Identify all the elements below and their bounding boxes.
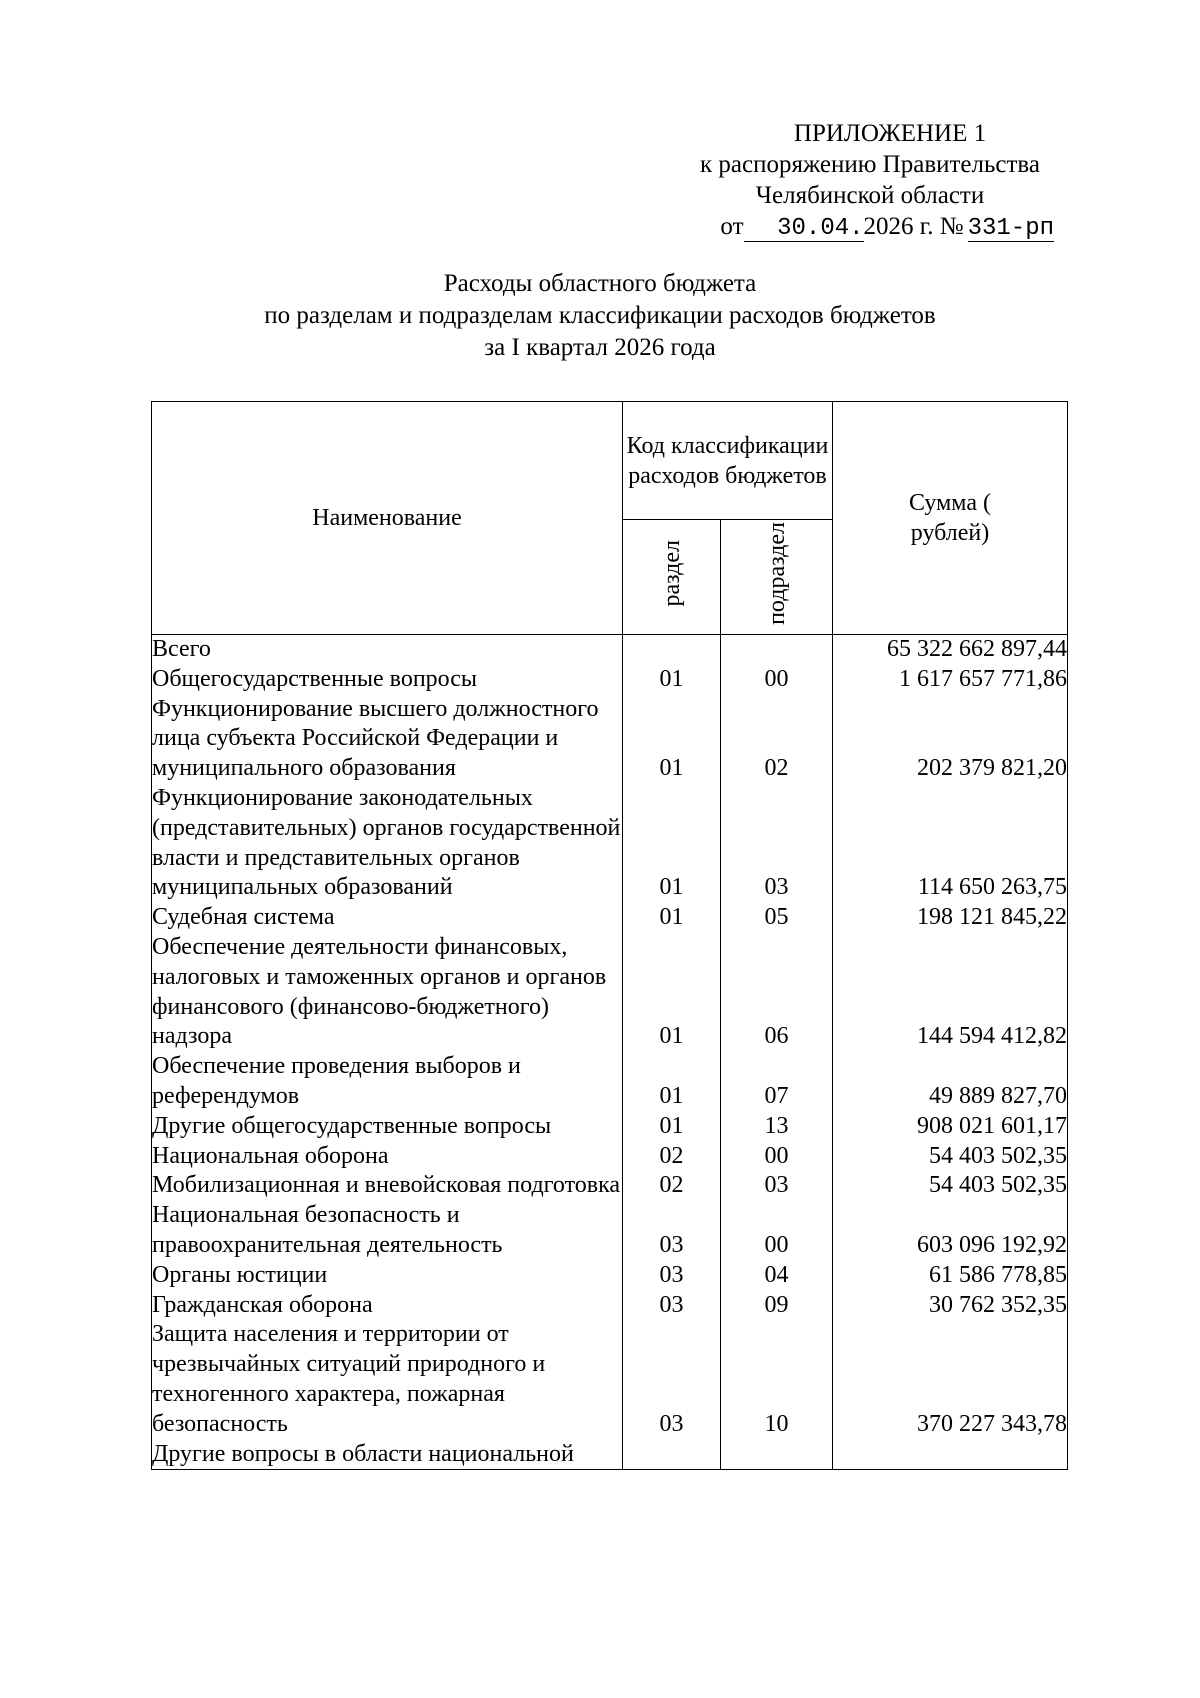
row-podrazdel: 05: [721, 903, 833, 933]
row-sum: 49 889 827,70: [833, 1052, 1068, 1112]
header-razdel: [623, 520, 721, 635]
annex-line-region: Челябинской области: [755, 182, 985, 209]
row-sum: 54 403 502,35: [833, 1142, 1068, 1172]
row-sum: 1 617 657 771,86: [833, 665, 1068, 695]
row-sum: 908 021 601,17: [833, 1112, 1068, 1142]
row-podrazdel: 07: [721, 1052, 833, 1112]
row-podrazdel: 00: [721, 1201, 833, 1261]
title-line-2: по разделам и подразделам классификации расходов бюджетов: [264, 302, 936, 329]
row-razdel: [623, 635, 721, 665]
row-podrazdel: 10: [721, 1320, 833, 1439]
row-podrazdel: 03: [721, 1171, 833, 1201]
row-name: Национальная оборона: [152, 1142, 623, 1172]
table-row: [152, 1291, 1068, 1321]
row-name: Органы юстиции: [152, 1261, 623, 1291]
table-row: [152, 784, 1068, 903]
annex-title: ПРИЛОЖЕНИЕ 1: [793, 120, 987, 147]
header-name: Наименование: [152, 402, 623, 635]
document-title: [0, 268, 1200, 364]
header-code: Код классификации расходов бюджетов: [623, 402, 833, 520]
row-razdel: 01: [623, 784, 721, 903]
row-sum: 54 403 502,35: [833, 1171, 1068, 1201]
row-name: Национальная безопасность и правоохранительная деятельность: [152, 1201, 623, 1261]
table-row: [152, 1261, 1068, 1291]
row-name: Мобилизационная и вневойсковая подготовка: [152, 1171, 623, 1201]
table-row: [152, 1320, 1068, 1439]
row-sum: 144 594 412,82: [833, 933, 1068, 1052]
row-name: Функционирование высшего должностного лица субъекта Российской Федерации и муниципального образования: [152, 695, 623, 784]
row-razdel: 01: [623, 933, 721, 1052]
table-row: [152, 1171, 1068, 1201]
annex-line-order: к распоряжению Правительства: [699, 151, 1040, 178]
row-razdel: 02: [623, 1171, 721, 1201]
row-sum: 61 586 778,85: [833, 1261, 1068, 1291]
title-line-1: Расходы областного бюджета: [443, 270, 757, 297]
table-body: [152, 635, 1068, 1470]
title-line-3: за I квартал 2026 года: [484, 334, 716, 361]
row-sum: 202 379 821,20: [833, 695, 1068, 784]
row-razdel: 03: [623, 1261, 721, 1291]
table-row: [152, 903, 1068, 933]
header-podrazdel: [721, 520, 833, 635]
annex-block: [600, 118, 1140, 242]
row-name: Обеспечение деятельности финансовых, налоговых и таможенных органов и органов финансового (финансово-бюджетного) надзора: [152, 933, 623, 1052]
number-field: 331-рп: [967, 215, 1054, 242]
header-sum-label: Сумма ( рублей): [909, 490, 991, 546]
header-podrazdel-label: подраздел: [763, 521, 790, 625]
row-razdel: 03: [623, 1291, 721, 1321]
row-sum: 603 096 192,92: [833, 1201, 1068, 1261]
row-podrazdel: 06: [721, 933, 833, 1052]
row-name: Другие общегосударственные вопросы: [152, 1112, 623, 1142]
table-row: [152, 635, 1068, 665]
row-name: Защита населения и территории от чрезвычайных ситуаций природного и техногенного характера, пожарная безопасность: [152, 1320, 623, 1439]
table-row: [152, 1440, 1068, 1470]
row-podrazdel: [721, 1440, 833, 1470]
row-sum: 65 322 662 897,44: [833, 635, 1068, 665]
row-razdel: 01: [623, 665, 721, 695]
row-razdel: 01: [623, 695, 721, 784]
budget-table: [151, 401, 1068, 1470]
row-name: Судебная система: [152, 903, 623, 933]
row-podrazdel: 04: [721, 1261, 833, 1291]
table-row: [152, 1142, 1068, 1172]
header-sum: [833, 402, 1068, 635]
row-name: Обеспечение проведения выборов и референдумов: [152, 1052, 623, 1112]
row-name: Функционирование законодательных (представительных) органов государственной власти и представительных органов муниципальных образований: [152, 784, 623, 903]
row-sum: [833, 1440, 1068, 1470]
table-header: [152, 402, 1068, 635]
row-name: Другие вопросы в области национальной: [152, 1440, 623, 1470]
row-podrazdel: 13: [721, 1112, 833, 1142]
row-sum: 30 762 352,35: [833, 1291, 1068, 1321]
row-razdel: 02: [623, 1142, 721, 1172]
from-label: от: [720, 213, 744, 240]
row-podrazdel: [721, 635, 833, 665]
table-row: [152, 695, 1068, 784]
row-podrazdel: 03: [721, 784, 833, 903]
table-row: [152, 665, 1068, 695]
header-razdel-label: раздел: [658, 539, 685, 607]
row-razdel: 01: [623, 1052, 721, 1112]
row-podrazdel: 00: [721, 665, 833, 695]
row-podrazdel: 09: [721, 1291, 833, 1321]
row-sum: 370 227 343,78: [833, 1320, 1068, 1439]
table-row: [152, 933, 1068, 1052]
row-razdel: 01: [623, 903, 721, 933]
table-row: [152, 1112, 1068, 1142]
date-field: 30.04.: [744, 217, 864, 242]
row-name: Гражданская оборона: [152, 1291, 623, 1321]
row-podrazdel: 00: [721, 1142, 833, 1172]
row-podrazdel: 02: [721, 695, 833, 784]
row-razdel: 03: [623, 1320, 721, 1439]
table-row: [152, 1052, 1068, 1112]
row-sum: 114 650 263,75: [833, 784, 1068, 903]
year-label: 2026 г. №: [863, 213, 964, 240]
row-razdel: [623, 1440, 721, 1470]
row-name: Общегосударственные вопросы: [152, 665, 623, 695]
annex-reference: [600, 211, 1140, 242]
row-sum: 198 121 845,22: [833, 903, 1068, 933]
row-name: Всего: [152, 635, 623, 665]
row-razdel: 01: [623, 1112, 721, 1142]
row-razdel: 03: [623, 1201, 721, 1261]
table-row: [152, 1201, 1068, 1261]
